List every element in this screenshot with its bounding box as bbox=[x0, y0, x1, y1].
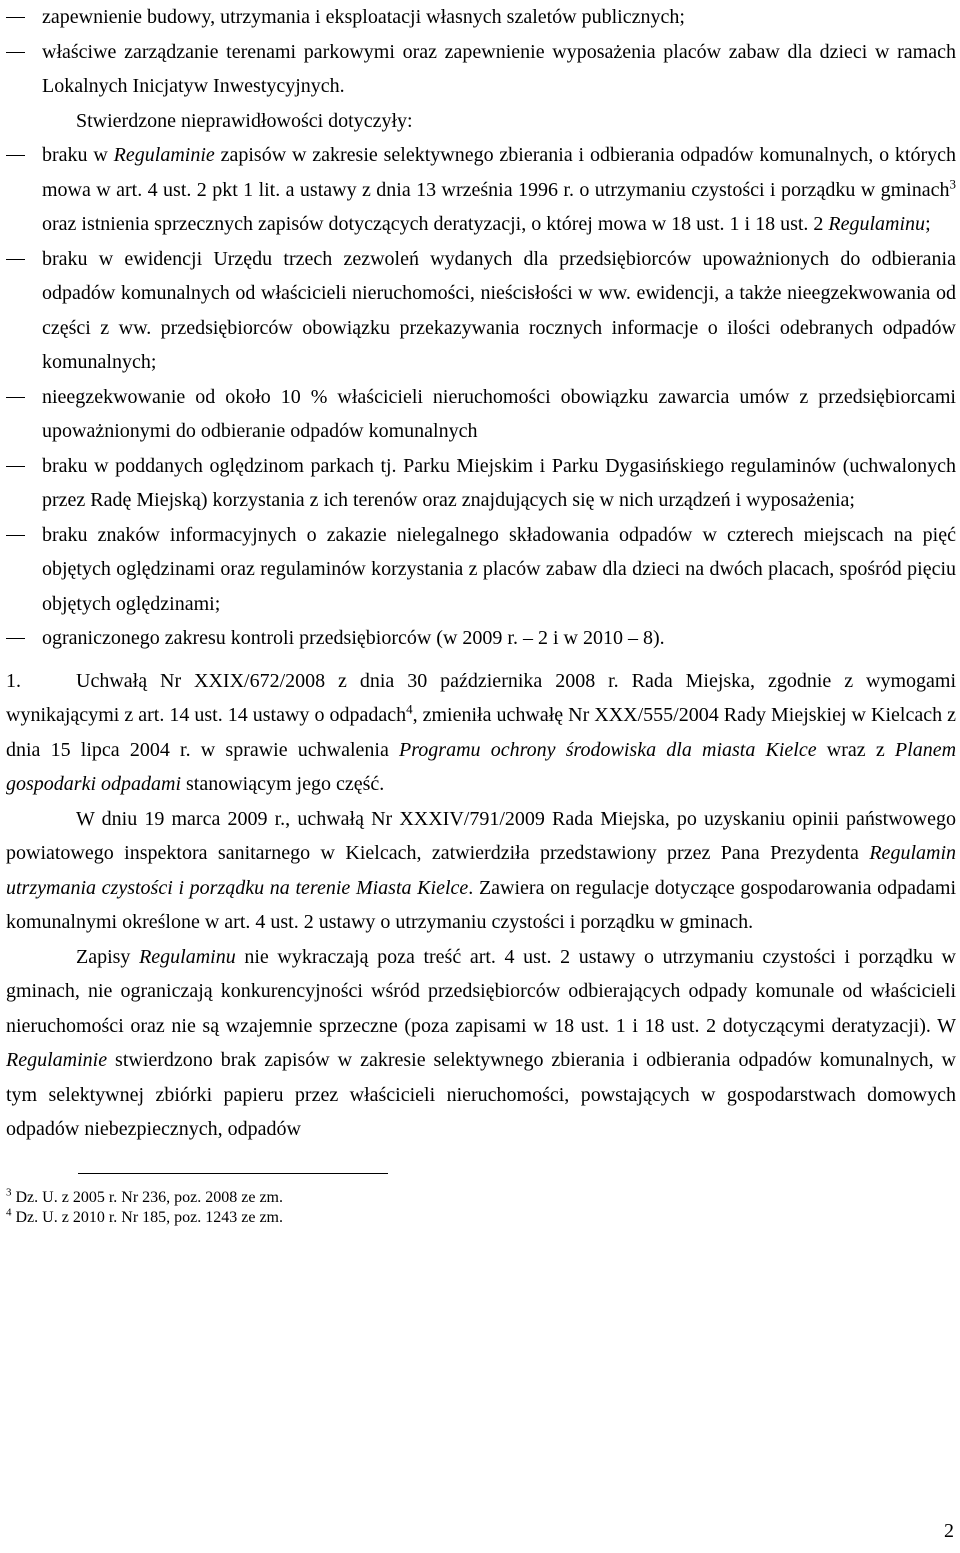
dash-bullet bbox=[6, 380, 42, 449]
footnotes bbox=[6, 1188, 956, 1228]
dash-bullet bbox=[6, 242, 42, 380]
paragraph: Zapisy Regulaminu nie wykraczają poza treść art. 4 ust. 2 ustawy o utrzymaniu czystości i porządku w gminach, nie ograniczają konkurencyjności wśród przedsiębiorców odbierających odpady komunale od właścicieli nieruchomości oraz nie są wzajemnie sprzeczne (poza zapisami w 18 ust. 1 i 18 ust. 2 dotyczącymi deratyzacji). W Regulaminie stwierdzono brak zapisów w zakresie selektywnego zbierania i odbierania odpadów komunalnych, w tym selektywnej zbiórki papieru przez właścicieli nieruchomości, powstających w gospodarstwach domowych odpadów niebezpiecznych, odpadów bbox=[6, 945, 956, 1140]
dash-bullet bbox=[6, 35, 42, 104]
footnote-ref[interactable]: 3 bbox=[949, 175, 956, 191]
numbered-paragraph: 1. Uchwałą Nr XXIX/672/2008 z dnia 30 października 2008 r. Rada Miejska, zgodnie z wymogami wynikającymi z art. 14 ust. 14 ustawy o odpadach$^4$, zmieniła uchwałę Nr XXX/555/2004 Rady Miejskiej w Kielcach z dnia 15 lipca 2004 r. w sprawie uchwalenia Programu ochrony środowiska dla miasta Kielce wraz z Planem gospodarki odpadami stanowiącym jego część. bbox=[6, 664, 956, 802]
footnote: $^4$ Dz. U. z 2010 r. Nr 185, poz. 1243 ze zm. bbox=[6, 1206, 283, 1226]
footnote: $^3$ Dz. U. z 2005 r. Nr 236, poz. 2008 ze zm. bbox=[6, 1186, 283, 1206]
bullet-item: braku w poddanych oględzinom parkach tj. Parku Miejskim i Parku Dygasińskiego regulaminów (uchwalonych przez Radę Miejską) korzystania z ich terenów oraz znajdujących się w nich urządzeń i wyposażenia; bbox=[6, 449, 956, 518]
page-number: 2 bbox=[944, 1520, 954, 1542]
bullet-item: nieegzekwowanie od około 10 % właścicieli nieruchomości obowiązku zawarcia umów z przedsiębiorcami upoważnionymi do odbieranie odpadów komunalnych bbox=[6, 380, 956, 449]
dash-bullet bbox=[6, 0, 42, 35]
dash-bullet bbox=[6, 138, 42, 242]
paragraph-number: 1. bbox=[6, 669, 21, 692]
bullet-item: zapewnienie budowy, utrzymania i eksploatacji własnych szaletów publicznych; bbox=[6, 0, 956, 35]
findings-intro: Stwierdzone nieprawidłowości dotyczyły: bbox=[76, 109, 413, 132]
bullet-item: ograniczonego zakresu kontroli przedsiębiorców (w 2009 r. – 2 i w 2010 – 8). bbox=[6, 621, 956, 656]
dash-bullet bbox=[6, 621, 42, 656]
footnote-ref[interactable]: 4 bbox=[406, 701, 413, 717]
footnote-divider bbox=[78, 1173, 388, 1174]
bullet-item: braku w ewidencji Urzędu trzech zezwoleń wydanych dla przedsiębiorców upoważnionych do odbierania odpadów komunalnych od właścicieli nieruchomości, nieścisłości w ww. ewidencji, a także nieegzekwowania od części z ww. przedsiębiorców obowiązku przekazywania rocznych informacje o ilości odebranych odpadów komunalnych; bbox=[6, 242, 956, 380]
bullet-item: braku znaków informacyjnych o zakazie nielegalnego składowania odpadów w czterech miejscach na pięć objętych oględzinami oraz regulaminów korzystania z placów zabaw dla dzieci na dwóch placach, spośród pięciu objętych oględzinami; bbox=[6, 518, 956, 622]
bullet-item: braku w Regulaminie zapisów w zakresie selektywnego zbierania i odbierania odpadów komunalnych, o których mowa w art. 4 ust. 2 pkt 1 lit. a ustawy z dnia 13 września 1996 r. o utrzymaniu czystości i porządku w gminach$^3$ oraz istnienia sprzecznych zapisów dotyczących deratyzacji, o której mowa w 18 ust. 1 i 18 ust. 2 Regulaminu; bbox=[6, 138, 956, 242]
paragraph: W dniu 19 marca 2009 r., uchwałą Nr XXXIV/791/2009 Rada Miejska, po uzyskaniu opinii państwowego powiatowego inspektora sanitarnego w Kielcach, zatwierdziła przedstawiony przez Pana Prezydenta Regulamin utrzymania czystości i porządku na terenie Miasta Kielce. Zawiera on regulacje dotyczące gospodarowania odpadami komunalnymi określone w art. 4 ust. 2 ustawy o utrzymaniu czystości i porządku w gminach. bbox=[6, 807, 956, 933]
bullet-item: właściwe zarządzanie terenami parkowymi oraz zapewnienie wyposażenia placów zabaw dla dzieci w ramach Lokalnych Inicjatyw Inwestycyjnych. bbox=[6, 35, 956, 104]
dash-bullet bbox=[6, 449, 42, 518]
dash-bullet bbox=[6, 518, 42, 622]
